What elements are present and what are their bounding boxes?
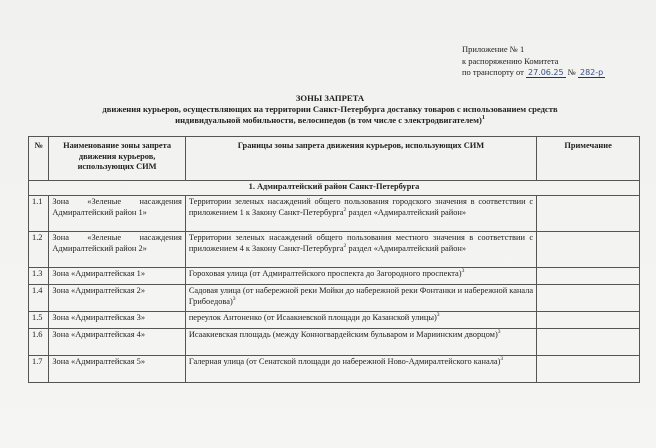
row-bounds <box>185 312 536 329</box>
row-bounds-footnote: 3 <box>461 268 465 275</box>
header-num: № <box>29 137 49 181</box>
row-bounds-text: Садовая улица (от набережной реки Мойки до набережной реки Фонтанки и набережной канала Грибоедова) <box>188 286 534 306</box>
row-bounds-text: Галерная улица (от Сенатской площади до набережной Ново-Адмиралтейского канала) <box>188 357 501 366</box>
table-row <box>29 312 640 329</box>
row-num: 1.1 <box>29 196 49 232</box>
table-row <box>29 356 640 383</box>
row-bounds-footnote: 3 <box>436 312 440 319</box>
row-name: Зона «Адмиралтейская 4» <box>49 329 185 356</box>
row-note <box>537 285 640 312</box>
appendix-line-3-prefix: по транспорту от <box>462 67 524 77</box>
row-note <box>537 196 640 232</box>
row-bounds-footnote: 3 <box>497 329 501 336</box>
row-note <box>537 356 640 383</box>
row-bounds-footnote: 2 <box>343 242 347 249</box>
appendix-line-2: к распоряжению Комитета <box>462 55 559 66</box>
appendix-date: 27.06.25 <box>527 68 564 77</box>
appendix-block <box>462 44 605 79</box>
row-bounds <box>185 329 536 356</box>
table-row <box>29 268 640 285</box>
row-bounds-text: Территории зеленых насаждений общего пользования местного значения в соответствии с приложением 4 к Закону Санкт-Петербурга <box>188 233 534 253</box>
row-bounds <box>185 268 536 285</box>
subtitle-footnote-mark: 1 <box>481 115 485 122</box>
row-bounds <box>185 356 536 383</box>
table-row <box>29 285 640 312</box>
row-note <box>537 232 640 268</box>
table-row <box>29 196 640 232</box>
row-bounds-footnote: 2 <box>343 206 347 213</box>
row-num: 1.2 <box>29 232 49 268</box>
appendix-number-prefix: № <box>567 67 576 77</box>
row-num: 1.5 <box>29 312 49 329</box>
row-name: Зона «Зеленые насаждения Адмиралтейский район 1» <box>49 196 185 232</box>
subtitle-line-2-text: индивидуальной мобильности, велосипедов (в том числе с электродвигателем) <box>175 115 482 125</box>
table-header-row <box>29 137 640 181</box>
document-subtitle-line-1: движения курьеров, осуществляющих на территории Санкт-Петербурга доставку товаров с использованием средств <box>102 104 558 114</box>
row-bounds-text: Гороховая улица (от Адмиралтейского проспекта до Загородного проспекта) <box>188 269 462 278</box>
row-num: 1.4 <box>29 285 49 312</box>
row-num: 1.7 <box>29 356 49 383</box>
row-note <box>537 268 640 285</box>
row-bounds-tail: раздел «Адмиралтейский район» <box>346 207 467 217</box>
row-num: 1.6 <box>29 329 49 356</box>
row-bounds-tail: раздел «Адмиралтейский район» <box>346 243 467 253</box>
row-bounds <box>185 285 536 312</box>
row-bounds-text: переулок Антоненко (от Исаакиевской площади до Казанской улицы) <box>188 313 437 322</box>
document-subtitle-line-2 <box>30 115 630 126</box>
row-num: 1.3 <box>29 268 49 285</box>
header-bounds: Границы зоны запрета движения курьеров, использующих СИМ <box>185 137 536 181</box>
table-row <box>29 329 640 356</box>
row-name: Зона «Адмиралтейская 5» <box>49 356 185 383</box>
zones-table <box>28 136 640 383</box>
section-row <box>29 181 640 196</box>
row-note <box>537 312 640 329</box>
document-title: ЗОНЫ ЗАПРЕТА <box>295 93 365 103</box>
row-bounds <box>185 196 536 232</box>
row-name: Зона «Адмиралтейская 2» <box>49 285 185 312</box>
row-bounds-text: Территории зеленых насаждений общего пользования городского значения в соответствии с приложением 1 к Закону Санкт-Петербурга <box>188 197 534 217</box>
header-name: Наименование зоны запрета движения курьеров, использующих СИМ <box>49 137 185 181</box>
header-note: Примечание <box>537 137 640 181</box>
row-note <box>537 329 640 356</box>
row-name: Зона «Адмиралтейская 3» <box>49 312 185 329</box>
section-title: 1. Адмиралтейский район Санкт-Петербурга <box>29 181 640 196</box>
row-bounds-footnote: 3 <box>500 356 504 363</box>
table-row <box>29 232 640 268</box>
appendix-line-3 <box>462 67 605 79</box>
row-bounds-footnote: 3 <box>232 295 236 302</box>
row-name: Зона «Зеленые насаждения Адмиралтейский район 2» <box>49 232 185 268</box>
row-bounds-text: Исаакиевская площадь (между Конногвардейским бульваром и Мариинским дворцом) <box>188 330 498 339</box>
row-name: Зона «Адмиралтейская 1» <box>49 268 185 285</box>
appendix-line-1: Приложение № 1 <box>462 44 525 54</box>
row-bounds <box>185 232 536 268</box>
appendix-number: 282-р <box>579 68 604 77</box>
